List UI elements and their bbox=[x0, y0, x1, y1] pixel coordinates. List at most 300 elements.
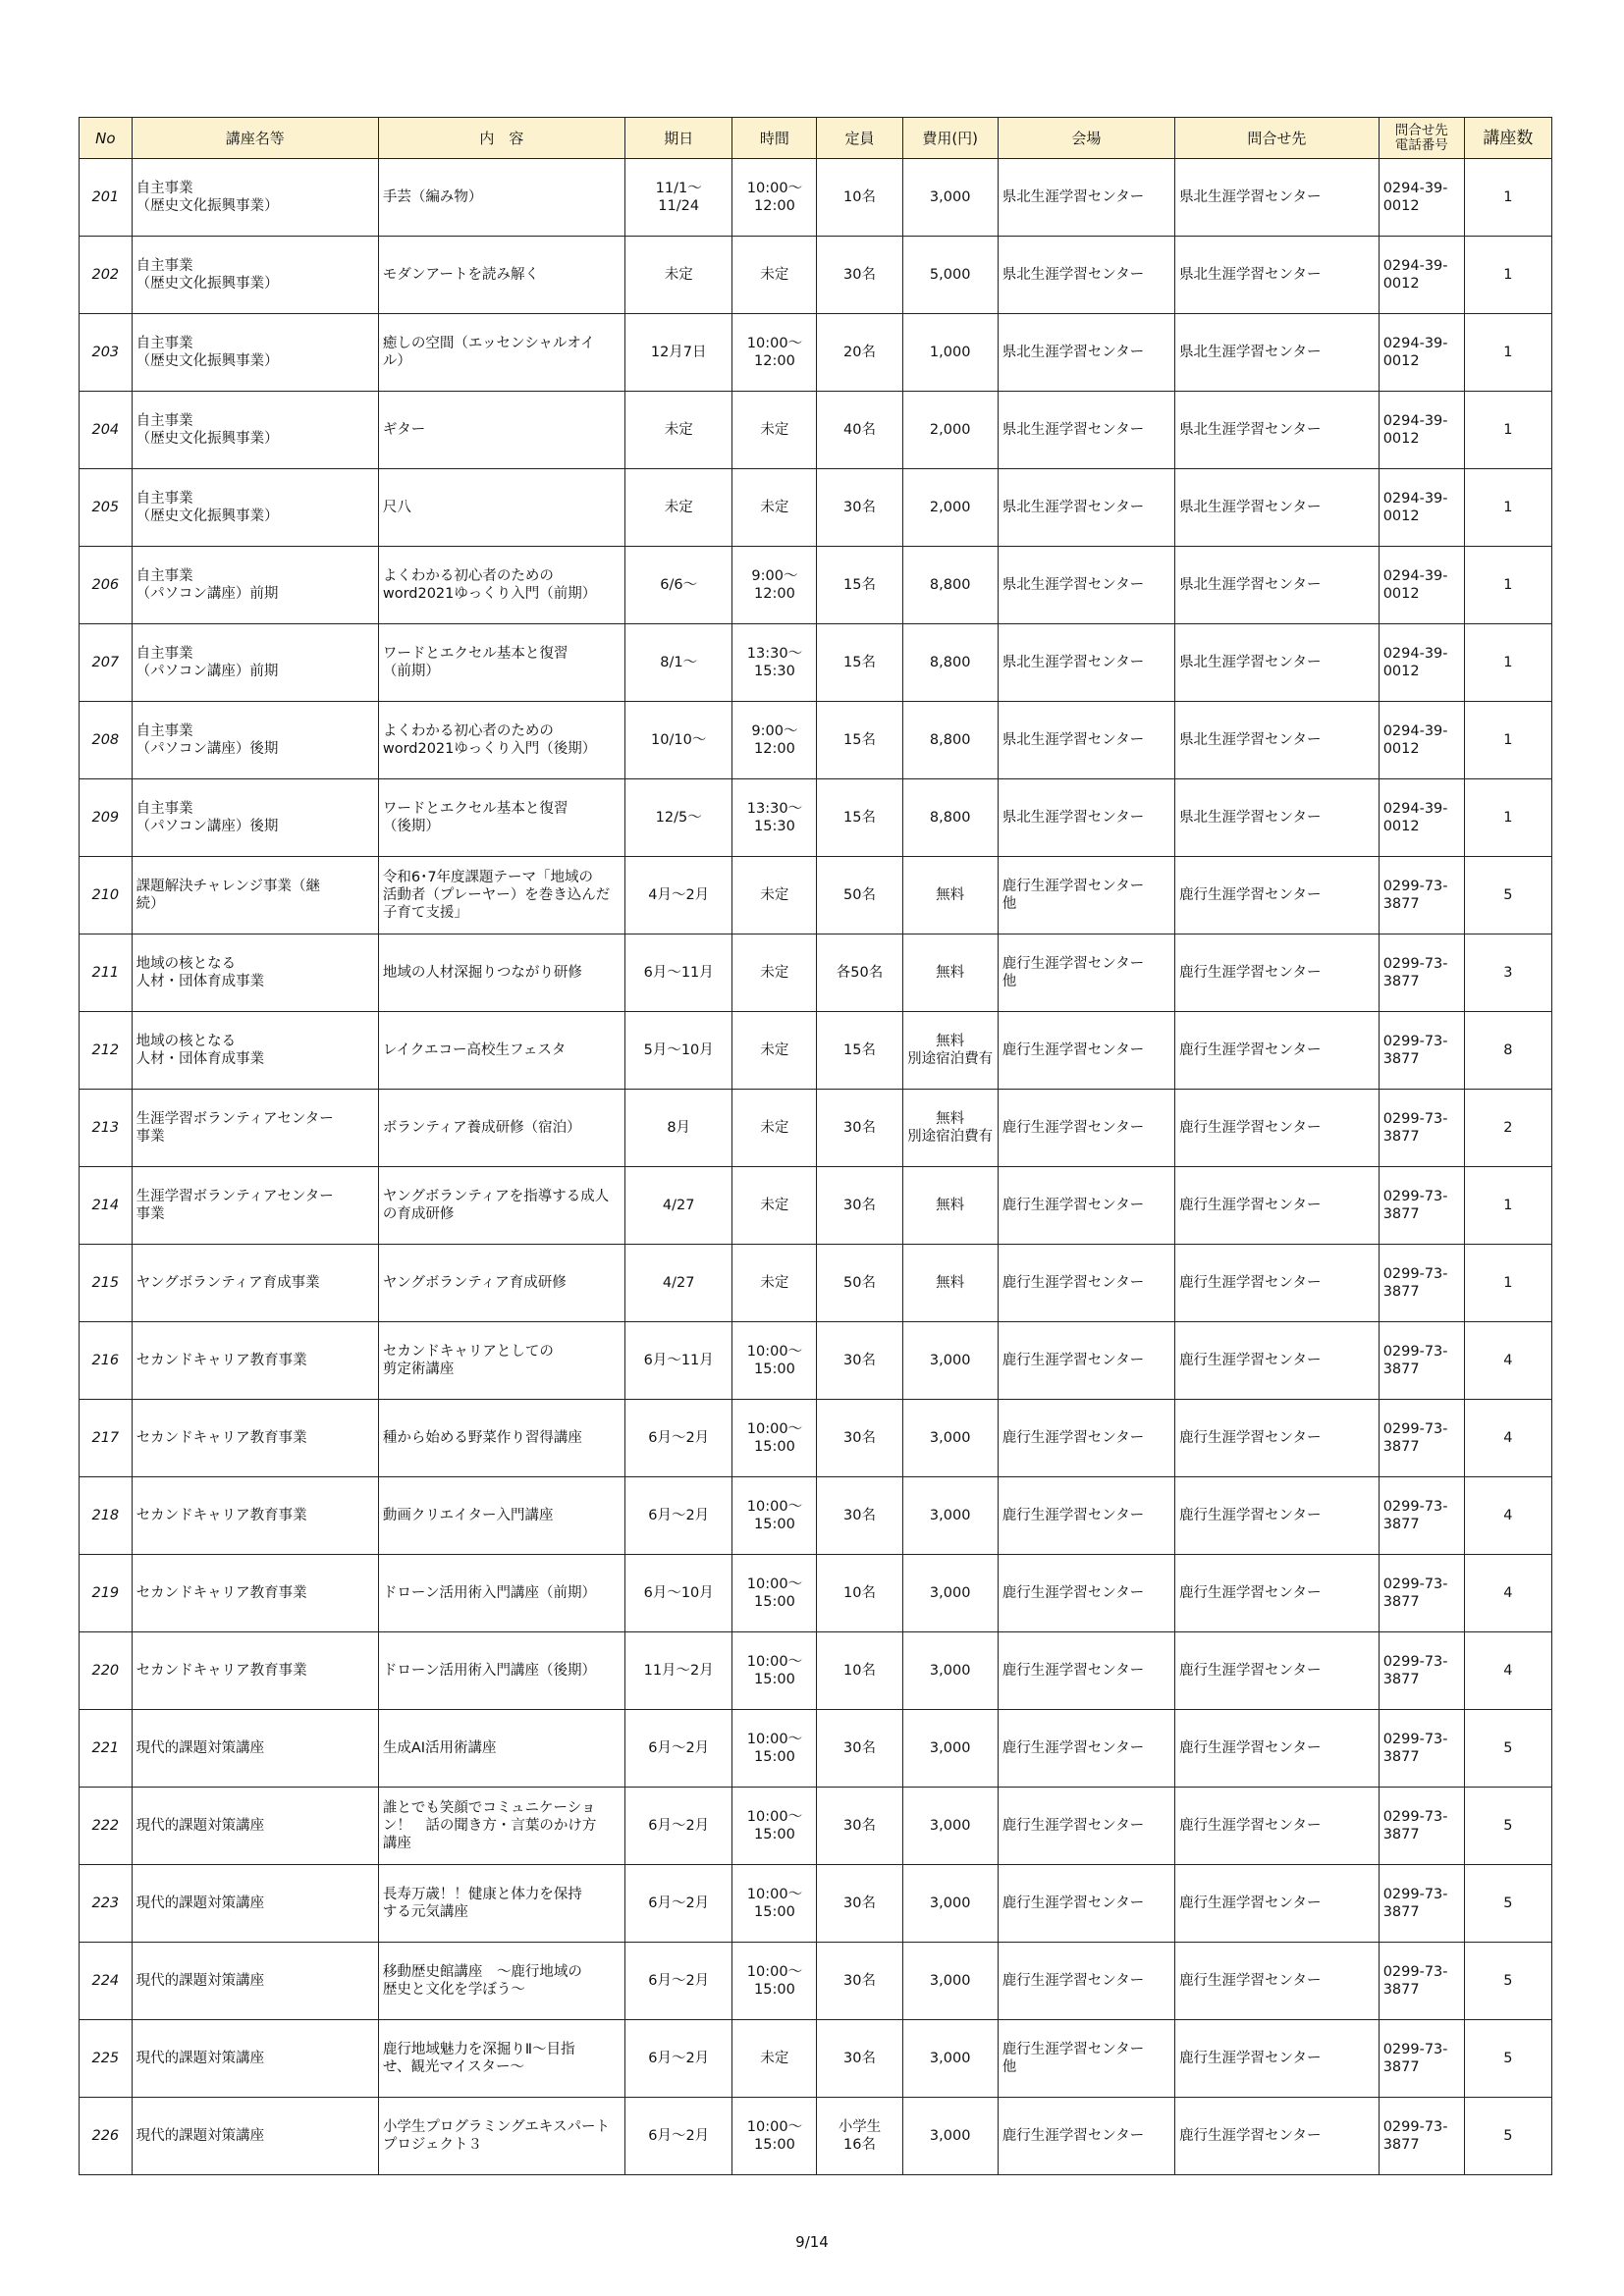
cell-count: 1 bbox=[1464, 159, 1551, 237]
cell-phone-line: 0299-73- bbox=[1382, 1034, 1448, 1049]
cell-name-line: 現代的課題対策講座 bbox=[135, 2051, 265, 2066]
cell-contact: 県北生涯学習センター bbox=[1175, 779, 1380, 857]
cell-venue-line: 県北生涯学習センター bbox=[1001, 810, 1145, 826]
cell-time-line: 12:00 bbox=[754, 741, 795, 757]
cell-count: 5 bbox=[1464, 2098, 1551, 2175]
cell-no: 220 bbox=[80, 1632, 133, 1710]
cell-content-line: モダンアートを読み解く bbox=[382, 267, 540, 283]
cell-count: 5 bbox=[1464, 1710, 1551, 1788]
table-row bbox=[80, 779, 1552, 857]
cell-phone-line: 0299-73- bbox=[1382, 1421, 1448, 1437]
cell-phone-line: 0299-73- bbox=[1382, 1576, 1448, 1592]
col-header-contact: 問合せ先 bbox=[1175, 118, 1380, 159]
cell-date-line: 6月～2月 bbox=[648, 1740, 710, 1756]
cell-content bbox=[378, 1710, 624, 1788]
cell-venue bbox=[998, 392, 1174, 469]
cell-name-line: セカンドキャリア教育事業 bbox=[135, 1353, 307, 1368]
cell-capacity-line: 15名 bbox=[843, 577, 876, 593]
cell-name-line: 自主事業 bbox=[135, 336, 193, 351]
cell-date-line: 6月～11月 bbox=[643, 1353, 714, 1368]
cell-content-line: プロジェクト３ bbox=[382, 2137, 483, 2153]
table-row bbox=[80, 1632, 1552, 1710]
cell-venue bbox=[998, 1167, 1174, 1245]
cell-fee bbox=[902, 1245, 998, 1322]
cell-phone-line: 0012 bbox=[1382, 664, 1420, 679]
cell-date-line: 8/1～ bbox=[660, 655, 698, 670]
cell-time-line: 未定 bbox=[760, 422, 789, 438]
cell-date bbox=[625, 934, 732, 1012]
cell-content-line: 移動歴史館講座 ～鹿行地域の bbox=[382, 1964, 582, 1980]
cell-phone-line: 0299-73- bbox=[1382, 1499, 1448, 1515]
cell-name bbox=[132, 624, 378, 702]
cell-fee-line: 別途宿泊費有 bbox=[907, 1129, 994, 1145]
cell-capacity-line: 30名 bbox=[843, 1508, 876, 1523]
cell-time-line: 15:00 bbox=[754, 1594, 795, 1610]
cell-venue bbox=[998, 934, 1174, 1012]
cell-no: 202 bbox=[80, 237, 133, 314]
table-row bbox=[80, 1400, 1552, 1477]
cell-venue bbox=[998, 2098, 1174, 2175]
cell-date-line: 6月～2月 bbox=[648, 1896, 710, 1911]
cell-capacity-line: 30名 bbox=[843, 1973, 876, 1989]
cell-no: 201 bbox=[80, 159, 133, 237]
cell-no: 216 bbox=[80, 1322, 133, 1400]
cell-name-line: 現代的課題対策講座 bbox=[135, 1896, 265, 1911]
cell-phone bbox=[1379, 159, 1464, 237]
cell-name bbox=[132, 1400, 378, 1477]
cell-phone bbox=[1379, 624, 1464, 702]
cell-capacity-line: 15名 bbox=[843, 732, 876, 748]
cell-phone-line: 0012 bbox=[1382, 198, 1420, 214]
cell-venue-line: 県北生涯学習センター bbox=[1001, 655, 1145, 670]
cell-name-line: 地域の核となる bbox=[135, 956, 237, 972]
cell-date-line: 6/6～ bbox=[660, 577, 698, 593]
cell-no: 225 bbox=[80, 2020, 133, 2098]
cell-venue bbox=[998, 1788, 1174, 1865]
cell-time-line: 未定 bbox=[760, 1275, 789, 1291]
cell-phone-line: 0299-73- bbox=[1382, 2042, 1448, 2057]
cell-time bbox=[732, 237, 817, 314]
cell-venue-line: 県北生涯学習センター bbox=[1001, 422, 1145, 438]
cell-content-line: 歴史と文化を学ぼう～ bbox=[382, 1982, 525, 1998]
cell-count: 4 bbox=[1464, 1322, 1551, 1400]
cell-contact: 県北生涯学習センター bbox=[1175, 624, 1380, 702]
cell-time-line: 10:00～ bbox=[746, 1964, 803, 1980]
cell-name-line: （パソコン講座）後期 bbox=[135, 819, 279, 834]
cell-date bbox=[625, 1400, 732, 1477]
cell-name-line: （パソコン講座）後期 bbox=[135, 741, 279, 757]
cell-date-line: 11月～2月 bbox=[643, 1663, 714, 1679]
cell-content bbox=[378, 1943, 624, 2020]
cell-fee bbox=[902, 1555, 998, 1632]
table-row bbox=[80, 1245, 1552, 1322]
cell-venue bbox=[998, 1865, 1174, 1943]
cell-fee bbox=[902, 1322, 998, 1400]
cell-content-line: 生成AI活用術講座 bbox=[382, 1740, 497, 1756]
cell-date-line: 6月～2月 bbox=[648, 1430, 710, 1446]
cell-name-line: （歴史文化振興事業） bbox=[135, 508, 279, 524]
cell-time bbox=[732, 1710, 817, 1788]
cell-capacity bbox=[817, 1943, 902, 2020]
cell-count: 1 bbox=[1464, 392, 1551, 469]
cell-count: 1 bbox=[1464, 702, 1551, 779]
table-row bbox=[80, 1710, 1552, 1788]
cell-count: 1 bbox=[1464, 314, 1551, 392]
cell-phone-line: 0012 bbox=[1382, 586, 1420, 602]
cell-date bbox=[625, 1555, 732, 1632]
cell-content bbox=[378, 857, 624, 934]
cell-fee-line: 3,000 bbox=[929, 1353, 971, 1368]
cell-name-line: （パソコン講座）前期 bbox=[135, 586, 279, 602]
cell-capacity bbox=[817, 469, 902, 547]
cell-time bbox=[732, 779, 817, 857]
cell-venue-line: 鹿行生涯学習センター bbox=[1001, 1508, 1145, 1523]
cell-time-line: 10:00～ bbox=[746, 1809, 803, 1825]
cell-capacity bbox=[817, 1167, 902, 1245]
cell-date-line: 10/10～ bbox=[651, 732, 707, 748]
cell-fee bbox=[902, 1943, 998, 2020]
cell-phone bbox=[1379, 857, 1464, 934]
cell-phone-line: 3877 bbox=[1382, 1982, 1420, 1998]
cell-content bbox=[378, 1632, 624, 1710]
cell-content bbox=[378, 2098, 624, 2175]
cell-count: 5 bbox=[1464, 1788, 1551, 1865]
cell-fee-line: 無料 bbox=[936, 887, 965, 903]
cell-name-line: 自主事業 bbox=[135, 181, 193, 196]
col-header-time: 時間 bbox=[732, 118, 817, 159]
cell-content-line: ン！ 話の聞き方・言葉のかけ方 bbox=[382, 1818, 597, 1834]
cell-phone-line: 0012 bbox=[1382, 508, 1420, 524]
cell-time-line: 未定 bbox=[760, 887, 789, 903]
cell-no: 223 bbox=[80, 1865, 133, 1943]
cell-venue-line: 鹿行生涯学習センター bbox=[1001, 1198, 1145, 1213]
cell-name bbox=[132, 2020, 378, 2098]
cell-no: 206 bbox=[80, 547, 133, 624]
cell-no: 224 bbox=[80, 1943, 133, 2020]
cell-capacity-line: 10名 bbox=[843, 1585, 876, 1601]
cell-no: 219 bbox=[80, 1555, 133, 1632]
cell-time bbox=[732, 1090, 817, 1167]
cell-venue-line: 鹿行生涯学習センター bbox=[1001, 1740, 1145, 1756]
cell-content-line: 種から始める野菜作り習得講座 bbox=[382, 1430, 582, 1446]
cell-content-line: ドローン活用術入門講座（前期） bbox=[382, 1585, 597, 1601]
cell-capacity bbox=[817, 1477, 902, 1555]
cell-venue-line: 他 bbox=[1001, 974, 1017, 989]
cell-name bbox=[132, 1167, 378, 1245]
table-row bbox=[80, 1555, 1552, 1632]
cell-capacity-line: 30名 bbox=[843, 1120, 876, 1136]
cell-date bbox=[625, 1632, 732, 1710]
cell-no: 207 bbox=[80, 624, 133, 702]
cell-fee-line: 3,000 bbox=[929, 1896, 971, 1911]
cell-time-line: 15:00 bbox=[754, 1827, 795, 1842]
cell-phone-line: 0294-39- bbox=[1382, 646, 1448, 662]
cell-content-line: ワードとエクセル基本と復習 bbox=[382, 646, 568, 662]
table-row bbox=[80, 857, 1552, 934]
cell-phone-line: 3877 bbox=[1382, 896, 1420, 912]
cell-contact: 鹿行生涯学習センター bbox=[1175, 1167, 1380, 1245]
cell-date-line: 12月7日 bbox=[650, 345, 707, 360]
cell-content bbox=[378, 1788, 624, 1865]
cell-venue-line: 鹿行生涯学習センター bbox=[1001, 1818, 1145, 1834]
cell-time-line: 12:00 bbox=[754, 198, 795, 214]
cell-capacity-line: 30名 bbox=[843, 1740, 876, 1756]
cell-venue bbox=[998, 237, 1174, 314]
cell-phone-line: 3877 bbox=[1382, 974, 1420, 989]
cell-content-line: 活動者（プレーヤー）を巻き込んだ bbox=[382, 887, 611, 903]
cell-capacity-line: 20名 bbox=[843, 345, 876, 360]
cell-content bbox=[378, 1322, 624, 1400]
cell-phone bbox=[1379, 1245, 1464, 1322]
cell-name bbox=[132, 934, 378, 1012]
cell-phone-line: 0012 bbox=[1382, 819, 1420, 834]
table-row bbox=[80, 1943, 1552, 2020]
cell-contact: 県北生涯学習センター bbox=[1175, 314, 1380, 392]
cell-count: 1 bbox=[1464, 779, 1551, 857]
cell-time-line: 未定 bbox=[760, 1198, 789, 1213]
cell-contact: 鹿行生涯学習センター bbox=[1175, 1788, 1380, 1865]
cell-content-line: 小学生プログラミングエキスパート bbox=[382, 2119, 610, 2135]
cell-date-line: 未定 bbox=[664, 422, 693, 438]
cell-content-line: 鹿行地域魅力を深掘りⅡ～目指 bbox=[382, 2042, 575, 2057]
cell-fee-line: 3,000 bbox=[929, 1430, 971, 1446]
cell-capacity bbox=[817, 1632, 902, 1710]
cell-name bbox=[132, 1322, 378, 1400]
cell-content-line: する元気講座 bbox=[382, 1904, 468, 1920]
cell-name-line: （パソコン講座）前期 bbox=[135, 664, 279, 679]
cell-venue bbox=[998, 1710, 1174, 1788]
cell-date bbox=[625, 1167, 732, 1245]
cell-phone-line: 3877 bbox=[1382, 1206, 1420, 1222]
cell-contact: 鹿行生涯学習センター bbox=[1175, 2020, 1380, 2098]
cell-name bbox=[132, 547, 378, 624]
cell-capacity-line: 50名 bbox=[843, 1275, 876, 1291]
cell-fee-line: 3,000 bbox=[929, 1818, 971, 1834]
cell-content-line: 動画クリエイター入門講座 bbox=[382, 1508, 554, 1523]
cell-phone bbox=[1379, 1477, 1464, 1555]
cell-capacity bbox=[817, 857, 902, 934]
cell-name-line: セカンドキャリア教育事業 bbox=[135, 1663, 307, 1679]
cell-fee-line: 3,000 bbox=[929, 1740, 971, 1756]
table-row bbox=[80, 1012, 1552, 1090]
cell-capacity-line: 小学生 bbox=[838, 2119, 882, 2135]
cell-date-line: 未定 bbox=[664, 500, 693, 515]
cell-name bbox=[132, 702, 378, 779]
cell-date-line: 6月～2月 bbox=[648, 1508, 710, 1523]
cell-phone-line: 0012 bbox=[1382, 353, 1420, 369]
cell-count: 5 bbox=[1464, 1865, 1551, 1943]
cell-fee-line: 1,000 bbox=[929, 345, 971, 360]
cell-time-line: 15:00 bbox=[754, 1982, 795, 1998]
cell-content bbox=[378, 779, 624, 857]
cell-time-line: 10:00～ bbox=[746, 1887, 803, 1902]
cell-contact: 鹿行生涯学習センター bbox=[1175, 1245, 1380, 1322]
cell-no: 209 bbox=[80, 779, 133, 857]
cell-capacity-line: 30名 bbox=[843, 1896, 876, 1911]
cell-no: 226 bbox=[80, 2098, 133, 2175]
cell-venue bbox=[998, 1245, 1174, 1322]
cell-time-line: 10:00～ bbox=[746, 1732, 803, 1747]
cell-fee-line: 無料 bbox=[936, 1111, 965, 1127]
cell-phone-line: 0294-39- bbox=[1382, 801, 1448, 817]
cell-capacity bbox=[817, 1788, 902, 1865]
cell-content bbox=[378, 159, 624, 237]
cell-venue-line: 県北生涯学習センター bbox=[1001, 500, 1145, 515]
cell-name bbox=[132, 1555, 378, 1632]
cell-content-line: 癒しの空間（エッセンシャルオイ bbox=[382, 336, 595, 351]
cell-date-line: 6月～2月 bbox=[648, 1818, 710, 1834]
cell-phone-line: 3877 bbox=[1382, 1129, 1420, 1145]
cell-phone-line: 3877 bbox=[1382, 1439, 1420, 1455]
cell-time bbox=[732, 2098, 817, 2175]
cell-count: 1 bbox=[1464, 624, 1551, 702]
col-header-venue: 会場 bbox=[998, 118, 1174, 159]
cell-name bbox=[132, 1710, 378, 1788]
cell-venue bbox=[998, 702, 1174, 779]
cell-count: 4 bbox=[1464, 1555, 1551, 1632]
cell-fee-line: 8,800 bbox=[929, 655, 971, 670]
cell-name-line: 自主事業 bbox=[135, 568, 193, 584]
cell-content bbox=[378, 2020, 624, 2098]
cell-content-line: （前期） bbox=[382, 664, 440, 679]
cell-phone-line: 0294-39- bbox=[1382, 181, 1448, 196]
cell-count: 8 bbox=[1464, 1012, 1551, 1090]
cell-date-line: 5月～10月 bbox=[643, 1042, 714, 1058]
cell-count: 4 bbox=[1464, 1400, 1551, 1477]
table-row bbox=[80, 469, 1552, 547]
cell-date bbox=[625, 237, 732, 314]
cell-date bbox=[625, 702, 732, 779]
cell-fee bbox=[902, 857, 998, 934]
cell-venue bbox=[998, 469, 1174, 547]
cell-capacity bbox=[817, 1865, 902, 1943]
cell-date-line: 8月 bbox=[667, 1120, 691, 1136]
cell-venue bbox=[998, 314, 1174, 392]
cell-name bbox=[132, 237, 378, 314]
cell-fee bbox=[902, 1400, 998, 1477]
cell-phone-line: 3877 bbox=[1382, 1051, 1420, 1067]
cell-phone bbox=[1379, 547, 1464, 624]
cell-name bbox=[132, 779, 378, 857]
cell-fee bbox=[902, 392, 998, 469]
cell-date-line: 6月～2月 bbox=[648, 2128, 710, 2144]
cell-time bbox=[732, 1400, 817, 1477]
cell-content-line: 令和6･7年度課題テーマ「地域の bbox=[382, 870, 594, 885]
cell-date bbox=[625, 1865, 732, 1943]
cell-name-line: ヤングボランティア育成事業 bbox=[135, 1275, 320, 1291]
cell-name-line: 続） bbox=[135, 896, 165, 912]
cell-fee-line: 5,000 bbox=[929, 267, 971, 283]
cell-venue bbox=[998, 2020, 1174, 2098]
cell-venue bbox=[998, 547, 1174, 624]
cell-count: 2 bbox=[1464, 1090, 1551, 1167]
cell-no: 218 bbox=[80, 1477, 133, 1555]
cell-date bbox=[625, 857, 732, 934]
cell-content bbox=[378, 469, 624, 547]
cell-time-line: 10:00～ bbox=[746, 1344, 803, 1360]
cell-fee-line: 8,800 bbox=[929, 577, 971, 593]
cell-time-line: 15:00 bbox=[754, 1749, 795, 1765]
cell-date bbox=[625, 1090, 732, 1167]
cell-time bbox=[732, 934, 817, 1012]
cell-time bbox=[732, 159, 817, 237]
table-row bbox=[80, 1322, 1552, 1400]
cell-name-line: （歴史文化振興事業） bbox=[135, 198, 279, 214]
cell-no: 215 bbox=[80, 1245, 133, 1322]
cell-phone-line: 0299-73- bbox=[1382, 2119, 1448, 2135]
cell-phone bbox=[1379, 1090, 1464, 1167]
cell-date-line: 未定 bbox=[664, 267, 693, 283]
cell-date bbox=[625, 547, 732, 624]
cell-phone bbox=[1379, 934, 1464, 1012]
cell-fee bbox=[902, 547, 998, 624]
cell-fee-line: 無料 bbox=[936, 1034, 965, 1049]
cell-venue bbox=[998, 1400, 1174, 1477]
cell-contact: 鹿行生涯学習センター bbox=[1175, 1865, 1380, 1943]
cell-time-line: 15:00 bbox=[754, 2137, 795, 2153]
cell-capacity-line: 30名 bbox=[843, 2051, 876, 2066]
cell-time-line: 10:00～ bbox=[746, 1654, 803, 1670]
cell-content-line: レイクエコー高校生フェスタ bbox=[382, 1042, 567, 1058]
cell-phone-line: 0294-39- bbox=[1382, 258, 1448, 274]
cell-name-line: 現代的課題対策講座 bbox=[135, 2128, 265, 2144]
table-row bbox=[80, 934, 1552, 1012]
cell-name-line: 課題解決チャレンジ事業（継 bbox=[135, 879, 321, 894]
cell-name bbox=[132, 1943, 378, 2020]
cell-venue-line: 鹿行生涯学習センター bbox=[1001, 879, 1145, 894]
cell-no: 204 bbox=[80, 392, 133, 469]
cell-content-line: 誰とでも笑顔でコミュニケーショ bbox=[382, 1800, 596, 1816]
cell-time-line: 15:00 bbox=[754, 1904, 795, 1920]
cell-fee bbox=[902, 1632, 998, 1710]
cell-time bbox=[732, 1322, 817, 1400]
col-header-capacity: 定員 bbox=[817, 118, 902, 159]
cell-fee-line: 無料 bbox=[936, 1198, 965, 1213]
cell-venue-line: 鹿行生涯学習センター bbox=[1001, 2128, 1145, 2144]
cell-contact: 県北生涯学習センター bbox=[1175, 702, 1380, 779]
cell-capacity bbox=[817, 2020, 902, 2098]
cell-name-line: 現代的課題対策講座 bbox=[135, 1818, 265, 1834]
cell-time-line: 13:30～ bbox=[746, 646, 803, 662]
cell-fee-line: 3,000 bbox=[929, 1973, 971, 1989]
cell-fee bbox=[902, 2098, 998, 2175]
col-header-phone: 問合せ先 電話番号 bbox=[1379, 118, 1464, 159]
cell-fee bbox=[902, 1865, 998, 1943]
cell-date bbox=[625, 1710, 732, 1788]
cell-content bbox=[378, 1012, 624, 1090]
cell-capacity-line: 30名 bbox=[843, 1198, 876, 1213]
cell-fee-line: 8,800 bbox=[929, 732, 971, 748]
cell-capacity-line: 15名 bbox=[843, 810, 876, 826]
cell-fee-line: 3,000 bbox=[929, 2051, 971, 2066]
cell-date-line: 4月～2月 bbox=[648, 887, 710, 903]
cell-venue bbox=[998, 1943, 1174, 2020]
cell-capacity-line: 各50名 bbox=[836, 965, 884, 981]
cell-fee bbox=[902, 1477, 998, 1555]
cell-name bbox=[132, 1090, 378, 1167]
cell-phone-line: 0299-73- bbox=[1382, 1732, 1448, 1747]
cell-capacity-line: 16名 bbox=[843, 2137, 876, 2153]
cell-name-line: （歴史文化振興事業） bbox=[135, 431, 279, 447]
cell-capacity bbox=[817, 1245, 902, 1322]
table-row bbox=[80, 1865, 1552, 1943]
cell-contact: 県北生涯学習センター bbox=[1175, 547, 1380, 624]
cell-count: 5 bbox=[1464, 857, 1551, 934]
cell-phone bbox=[1379, 1012, 1464, 1090]
cell-time bbox=[732, 1167, 817, 1245]
cell-time-line: 15:00 bbox=[754, 1672, 795, 1687]
cell-time bbox=[732, 1555, 817, 1632]
